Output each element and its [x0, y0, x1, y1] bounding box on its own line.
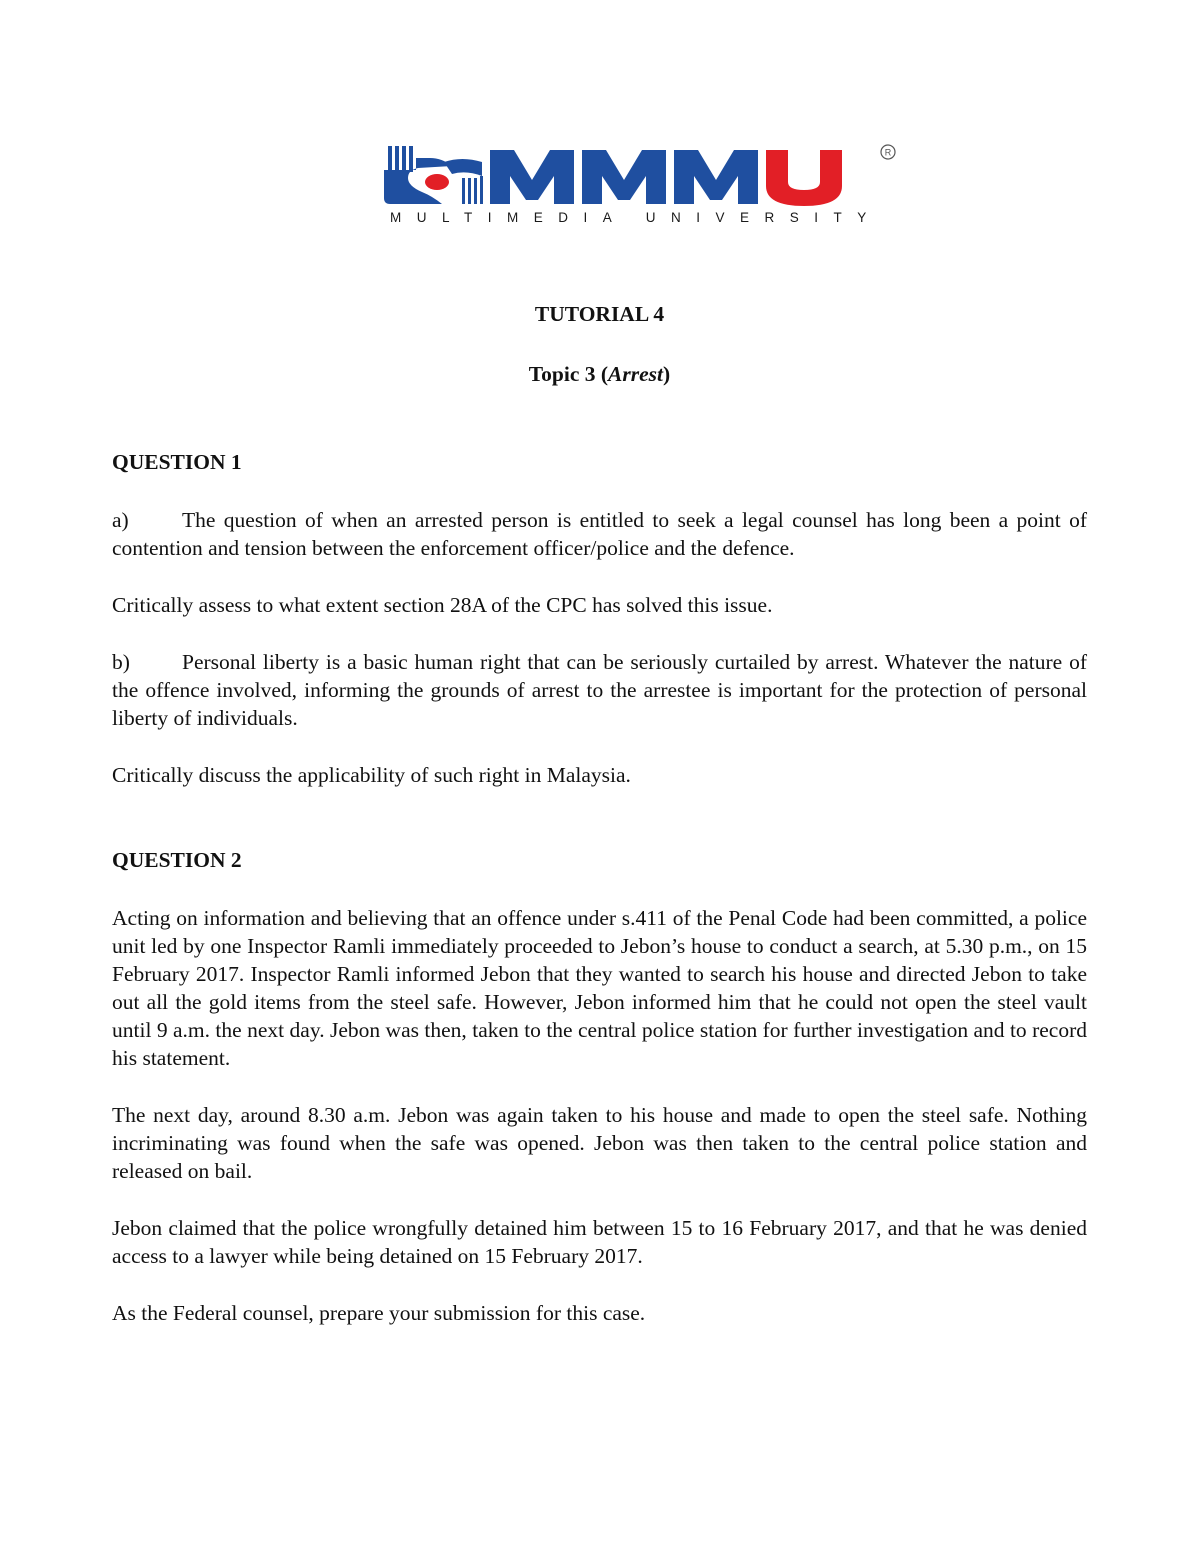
question-1-part-a-task: Critically assess to what extent section 28A of the CPC has solved this issue. [112, 593, 773, 617]
topic-line [112, 360, 1087, 388]
question-1-part-a [112, 506, 1087, 562]
question-2-para-2: The next day, around 8.30 a.m. Jebon was again taken to his house and made to open the steel safe. Nothing incriminating was found when the safe was opened. Jebon was then taken to the central police station and released on bail. [112, 1103, 1087, 1183]
part-b-text: Personal liberty is a basic human right that can be seriously curtailed by arrest. Whatever the nature of the offence involved, informing the grounds of arrest to the arrestee is important for the protection of personal liberty of individuals. [112, 650, 1087, 730]
mmu-emblem [384, 146, 483, 204]
part-a-marker: a) [112, 508, 129, 532]
part-b-marker: b) [112, 650, 130, 674]
question-2-heading: QUESTION 2 [112, 848, 242, 872]
svg-text:R: R [884, 147, 892, 158]
topic-italic: Arrest [608, 362, 664, 386]
part-a-text: The question of when an arrested person is entitled to seek a legal counsel has long been a point of contention and tension between the enforcement officer/police and the defence. [112, 508, 1087, 560]
question-1-heading: QUESTION 1 [112, 450, 242, 474]
question-2-para-4: As the Federal counsel, prepare your submission for this case. [112, 1301, 646, 1325]
mmu-logo [382, 140, 907, 230]
question-2-para-1: Acting on information and believing that an offence under s.411 of the Penal Code had been committed, a police unit led by one Inspector Ramli immediately proceeded to Jebon’s house to conduct a search, at 5.30 p.m., on 15 February 2017. Inspector Ramli informed Jebon that they wanted to search his house and directed Jebon to take out all the gold items from the steel safe. However, Jebon informed him that he could not open the steel vault until 9 a.m. the next day. Jebon was then, taken to the central police station for further investigation and to record his statement. [112, 906, 1087, 1070]
question-2-para-3: Jebon claimed that the police wrongfully detained him between 15 to 16 February 2017, and that he was denied access to a lawyer while being detained on 15 February 2017. [112, 1216, 1087, 1268]
mmu-subtitle: MULTIMEDIA UNIVERSITY [390, 210, 882, 225]
mmu-letter-m1 [490, 150, 574, 204]
tutorial-title: TUTORIAL 4 [534, 302, 665, 326]
mmu-letter-m2 [582, 150, 666, 204]
topic-suffix: ) [663, 362, 671, 386]
topic-prefix: Topic 3 ( [528, 362, 609, 386]
question-1-part-b [112, 648, 1087, 732]
question-1-part-b-task: Critically discuss the applicability of such right in Malaysia. [112, 763, 631, 787]
document-body [112, 300, 1087, 1327]
mmu-letter-u [766, 150, 842, 206]
mmu-letter-m3 [674, 150, 758, 204]
